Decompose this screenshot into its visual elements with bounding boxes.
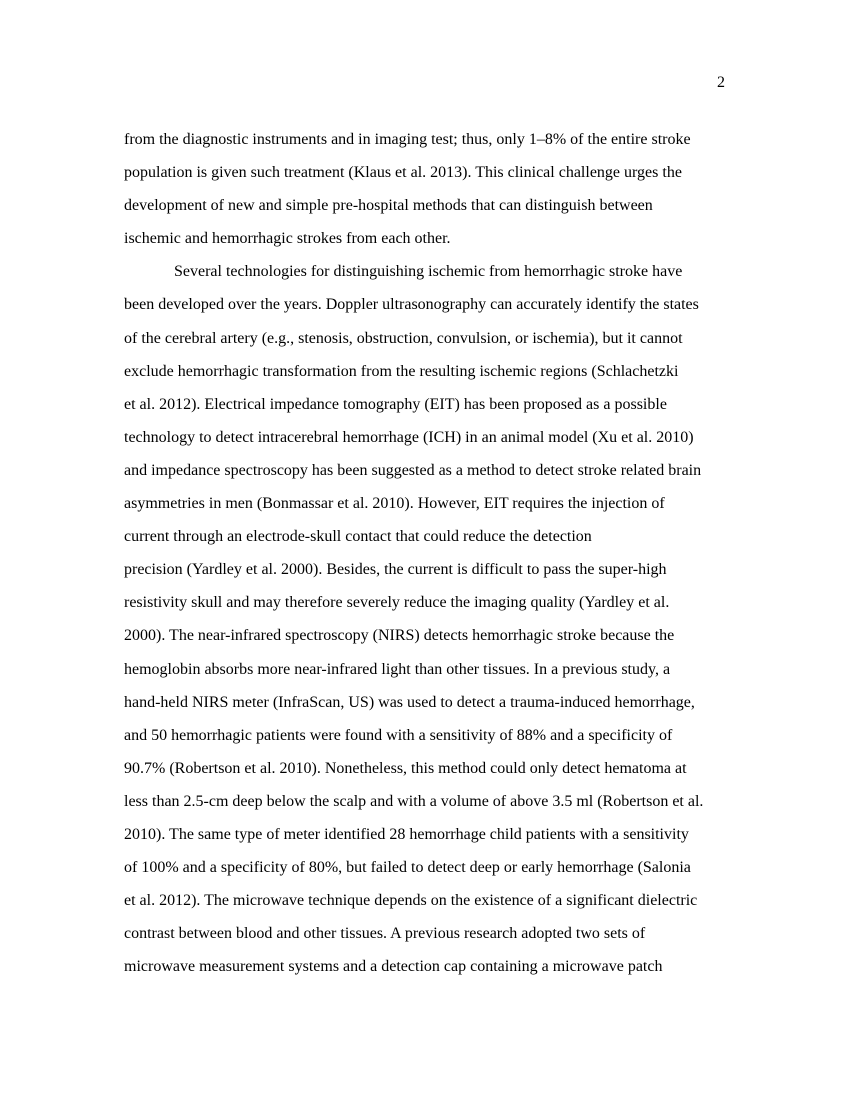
text-line: et al. 2012). Electrical impedance tomography (EIT) has been proposed as a possible — [124, 395, 667, 413]
text-line: less than 2.5-cm deep below the scalp and with a volume of above 3.5 ml (Robertson et al. — [124, 792, 704, 810]
paragraph-1 — [124, 123, 726, 255]
text-line: Several technologies for distinguishing ischemic from hemorrhagic stroke have — [174, 263, 683, 281]
text-line: et al. 2012). The microwave technique depends on the existence of a significant dielectric — [124, 892, 698, 910]
body-text — [124, 123, 726, 983]
text-line: and 50 hemorrhagic patients were found with a sensitivity of 88% and a specificity of — [124, 726, 673, 744]
text-line: 90.7% (Robertson et al. 2010). Nonetheless, this method could only detect hematoma at — [124, 759, 687, 777]
text-line: hand-held NIRS meter (InfraScan, US) was used to detect a trauma-induced hemorrhage, — [124, 693, 695, 711]
text-line: and impedance spectroscopy has been suggested as a method to detect stroke related brain — [124, 461, 702, 479]
text-line: ischemic and hemorrhagic strokes from each other. — [124, 230, 451, 248]
text-line: 2010). The same type of meter identified 28 hemorrhage child patients with a sensitivity — [124, 825, 689, 843]
text-line: 2000). The near-infrared spectroscopy (NIRS) detects hemorrhagic stroke because the — [124, 627, 675, 645]
page-number: 2 — [717, 74, 725, 91]
text-line: precision (Yardley et al. 2000). Besides, the current is difficult to pass the super-high — [124, 561, 667, 579]
text-line: been developed over the years. Doppler ultrasonography can accurately identify the states — [124, 296, 699, 314]
text-line: exclude hemorrhagic transformation from the resulting ischemic regions (Schlachetzki — [124, 362, 679, 380]
text-line: from the diagnostic instruments and in imaging test; thus, only 1–8% of the entire stroke — [124, 131, 691, 148]
text-line: microwave measurement systems and a detection cap containing a microwave patch — [124, 958, 663, 976]
text-line: population is given such treatment (Klaus et al. 2013). This clinical challenge urges the — [124, 164, 682, 182]
text-line: contrast between blood and other tissues. A previous research adopted two sets of — [124, 925, 646, 943]
text-line: of 100% and a specificity of 80%, but failed to detect deep or early hemorrhage (Salonia — [124, 859, 691, 877]
text-line: resistivity skull and may therefore severely reduce the imaging quality (Yardley et al. — [124, 594, 670, 612]
text-line: of the cerebral artery (e.g., stenosis, obstruction, convulsion, or ischemia), but it cannot — [124, 329, 683, 347]
text-line: asymmetries in men (Bonmassar et al. 2010). However, EIT requires the injection of — [124, 495, 665, 513]
text-line: technology to detect intracerebral hemorrhage (ICH) in an animal model (Xu et al. 2010) — [124, 428, 694, 446]
text-line: development of new and simple pre-hospital methods that can distinguish between — [124, 197, 653, 215]
text-line: current through an electrode-skull contact that could reduce the detection — [124, 528, 592, 546]
text-line: hemoglobin absorbs more near-infrared light than other tissues. In a previous study, a — [124, 660, 671, 678]
paragraph-2 — [124, 255, 726, 983]
